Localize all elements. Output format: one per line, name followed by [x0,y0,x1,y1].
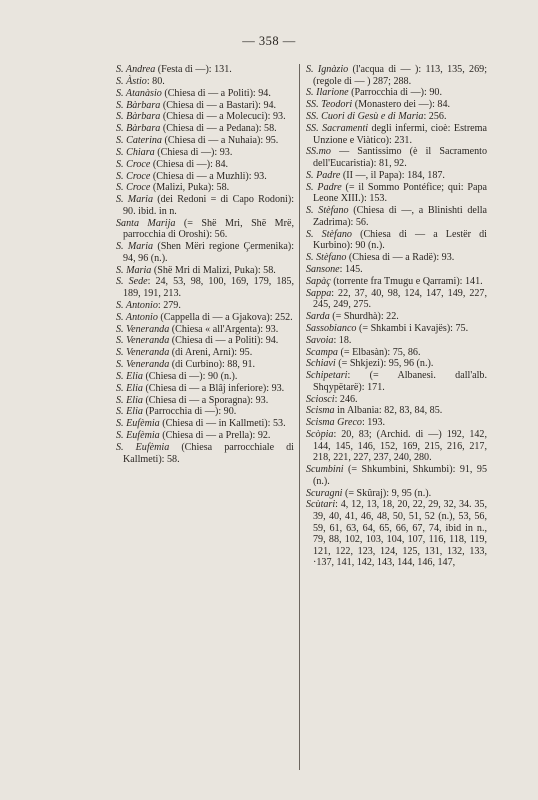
index-term: S. Elia [116,382,143,394]
index-references: (Chiesa di — a Blâj inferiore): 93. [142,382,285,394]
index-references: (Shë Mri di Malizi, Puka): 58. [151,264,276,276]
index-term: Savoia [306,334,334,346]
index-entry [306,394,487,406]
index-references: : 4, 12, 13, 18, 20, 22, 29, 32, 34. 35, 39, 40, 41, 46, 48, 50, 51, 52 (n.), 53, 56, 59, 61, 63, 64, 65, 66, 67, 74, ibid in n., 79, 88, 102, 103, 104, 107, 116, 118, 119, 121, 122, 123, 124, 125, 131, 132, 133, ·137, 141, 142, 143, 144, 146, 147, [313,499,487,569]
index-entry [116,159,294,171]
index-term: Sarda [306,310,330,322]
index-entry [306,146,487,169]
index-references: : 22, 37, 40, 98, 124, 147, 149, 227, 245, 249, 275. [313,287,487,311]
index-references: (di Areni, Arni): 95. [169,347,253,359]
index-references: (= Shkumbini, Shkumbi): 91, 95 (n.). [313,464,487,487]
index-term: Sappa [306,287,332,299]
index-term: Schiavi [306,358,336,370]
index-references: (Chiesa di —): 93. [154,146,233,158]
index-term: Scòpia [306,429,334,441]
index-entry [116,395,294,407]
index-entry [116,347,294,359]
index-entry [306,111,487,123]
index-entry [306,358,487,370]
index-entry [116,300,294,312]
index-references: — Santissimo (è il Sacramento dell'Eucaristia): 81, 92. [313,146,487,169]
index-entry [116,147,294,159]
index-references: (Malizi, Puka): 58. [150,182,230,194]
index-term: S. Bàrbara [116,111,161,123]
index-term: S. Eufèmia [116,430,160,442]
column-divider [299,64,300,770]
index-references: (torrente fra Tmugu e Qarrami): 141. [330,275,483,287]
index-term: SS. Sacramenti [306,122,369,134]
index-term: S. Antonio [116,299,158,311]
index-references: (II —, il Papa): 184, 187. [340,169,445,181]
index-references: (Monastero dei —): 84. [352,99,451,111]
index-term: S. Àstio [116,75,147,87]
index-entry [116,135,294,147]
index-references: : (= Albanesi. dall'alb. Shqypëtarë): 171. [313,370,487,393]
index-entry [306,205,487,228]
index-entry [306,229,487,252]
index-term: S. Veneranda [116,323,170,335]
index-term: Sapàç [306,275,331,287]
index-term: SS.mo [306,146,331,158]
index-references: (Chiesa di — a Pedana): 58. [160,123,277,135]
index-references: (Chiesa di —): 90 (n.). [142,370,238,382]
index-term: S. Veneranda [116,347,170,359]
index-references: (Chiesa di — a Prella): 92. [159,430,271,442]
index-term: Sciosci [306,393,335,405]
index-entry [116,218,294,241]
index-term: S. Elia [116,394,143,406]
index-term: S. Eufèmia [116,418,160,430]
index-entry [306,429,487,464]
index-references: (= il Sommo Pontéfice; qui: Papa Leone XIII.): 153. [313,181,487,205]
index-entry [116,276,294,299]
index-references: (Chiesa di — a Bastari): 94. [160,99,277,111]
index-term: Scampa [306,346,338,358]
index-entry [306,405,487,417]
index-references: : 279. [157,299,181,311]
index-term: S. Elia [116,370,143,382]
index-references: (Chiesa di — a Lestër di Kurbino): 90 (n.). [313,228,487,252]
index-term: Scuragni [306,487,343,499]
index-references: (Chiesa parrocchiale di Kallmeti): 58. [123,442,294,465]
index-references: (= Shurdhà): 22. [329,310,399,322]
index-entry [306,182,487,205]
index-entry [116,64,294,76]
index-references: : 193. [361,417,385,429]
index-entry [116,418,294,430]
index-term: S. Veneranda [116,335,170,347]
index-entry [116,324,294,336]
index-references: (Chiesa di — a Nuhaia): 95. [161,135,279,147]
index-references: : 24, 53, 98, 100, 169, 179, 185, 189, 191, 213. [123,276,294,300]
index-entry [116,312,294,324]
index-references: (= Shkjezi): 95, 96 (n.). [335,358,434,370]
index-references: (Chiesa di — a Muzhli): 93. [150,170,267,182]
index-references: (l'acqua di — ): 113, 135, 269; (regole di — ) 287; 288. [313,64,487,87]
index-entry [306,323,487,335]
index-references: : 256. [423,111,447,123]
index-term: S. Bàrbara [116,99,161,111]
index-references: (dei Redoni = di Capo Rodoni): 90. ibid. in n. [123,194,295,217]
index-references: (Chiesa « all'Argenta): 93. [169,323,279,335]
index-term: S. Antonio [116,311,158,323]
index-references: (Chiesa di — a Molecuci): 93. [160,111,286,123]
index-references: (= Shkambi i Kavajës): 75. [356,322,469,334]
index-references: (Chiesa di — a Sporagna): 93. [142,394,269,406]
index-references: (Chiesa di — a Radë): 93. [346,252,455,263]
index-entry [116,430,294,442]
index-term: S. Caterina [116,135,162,147]
index-term: S. Sede [116,276,148,288]
index-column-right [306,64,487,569]
index-references: : 80. [146,75,165,87]
index-references: (Chiesa di —, a Blinishti della Zadrima): 56. [313,205,487,228]
index-entry [306,311,487,323]
index-term: S. Veneranda [116,359,170,371]
page-number: — 358 — [242,34,296,48]
index-term: S. Stèfano [306,252,347,263]
index-term: S. Chiara [116,146,155,158]
index-term: S. Croce [116,182,151,194]
index-entry [116,171,294,183]
index-entry [116,241,294,264]
index-references: : 145. [339,263,363,275]
index-term: SS. Teodori [306,99,353,111]
index-references: (= Elbasàn): 75, 86. [337,346,421,358]
index-entry [116,111,294,123]
index-references: : 20, 83; (Archid. di —) 192, 142, 144, 145, 146, 152, 169, 215, 216, 217, 218, 221, 227, 237, 240, 280. [313,429,487,464]
index-entry [116,88,294,100]
index-entry [116,335,294,347]
index-term: S. Padre [306,169,341,181]
index-references: (Chiesa di — in Kallmeti): 53. [159,418,286,430]
index-term: S. Ilarione [306,87,349,99]
index-references: : 246. [334,393,358,405]
index-entry [116,123,294,135]
index-term: Scùtari [306,499,336,511]
index-entry [116,371,294,383]
index-term: S. Atanàsio [116,87,162,99]
index-entry [306,170,487,182]
index-entry [306,499,487,569]
index-entry [306,347,487,359]
index-term: Scumbini [306,464,344,476]
index-term: S. Stèfano [306,205,349,217]
index-term: S. Croce [116,158,151,170]
index-entry [306,488,487,500]
index-entry [306,87,487,99]
index-column-left [116,64,294,465]
index-references: (Parrocchia di —): 90. [348,87,442,99]
index-term: S. Bàrbara [116,123,161,135]
index-entry [306,123,487,146]
index-entry [306,64,487,87]
index-term: S. Ignàzio [306,64,349,75]
index-entry [306,276,487,288]
index-term: S. Eufèmia [116,442,170,453]
index-references: (= Shë Mri, Shë Mrë, parrocchia di Oroshi): 56. [123,217,294,241]
index-references: (Chiesa di — a Politi): 94. [169,335,279,347]
index-entry [116,182,294,194]
index-references: (Chiesa di — a Politi): 94. [161,87,271,99]
index-entry [306,370,487,393]
index-entry [306,464,487,487]
index-term: S. Maria [116,194,154,206]
index-term: S. Stèfano [306,228,352,240]
index-references: (Parrocchia di —): 90. [142,406,237,418]
index-references: (Cappella di — a Gjakova): 252. [157,311,293,323]
index-entry [306,417,487,429]
index-term: S. Croce [116,170,151,182]
index-entry [116,359,294,371]
index-term: S. Padre [306,181,342,193]
index-term: Santa Marija [116,217,176,229]
index-term: Scisma Greco [306,417,362,429]
index-term: SS. Cuori di Gesù e di Maria [306,111,424,123]
index-entry [306,288,487,311]
index-references: degli infermi, cioè: Estrema Unzione e Viàtico): 231. [313,122,487,146]
index-references: (Festa di —): 131. [155,64,232,75]
index-references: : 18. [333,334,352,346]
index-term: S. Elia [116,406,143,418]
index-entry [306,252,487,264]
index-term: Sansone [306,263,340,275]
index-entry [306,335,487,347]
index-references: in Albania: 82, 83, 84, 85. [334,405,443,417]
index-term: Scisma [306,405,335,417]
index-references: (di Curbino): 88, 91. [169,359,256,371]
index-term: Schipetari [306,370,348,382]
index-term: S. Andrea [116,64,156,75]
index-entry [116,265,294,277]
index-term: S. Maria [116,241,154,253]
index-references: (Shen Mëri regione Çermenika): 94, 96 (n.). [123,241,295,264]
index-entry [116,76,294,88]
index-references: (= Skûraj): 9, 95 (n.). [342,487,432,499]
index-entry [116,383,294,395]
index-entry [116,194,294,217]
index-entry [116,100,294,112]
index-entry [306,99,487,111]
index-entry [306,264,487,276]
index-entry [116,442,294,465]
index-entry [116,406,294,418]
index-references: (Chiesa di —): 84. [150,158,229,170]
index-term: S. Maria [116,264,152,276]
index-term: Sassobianco [306,322,357,334]
